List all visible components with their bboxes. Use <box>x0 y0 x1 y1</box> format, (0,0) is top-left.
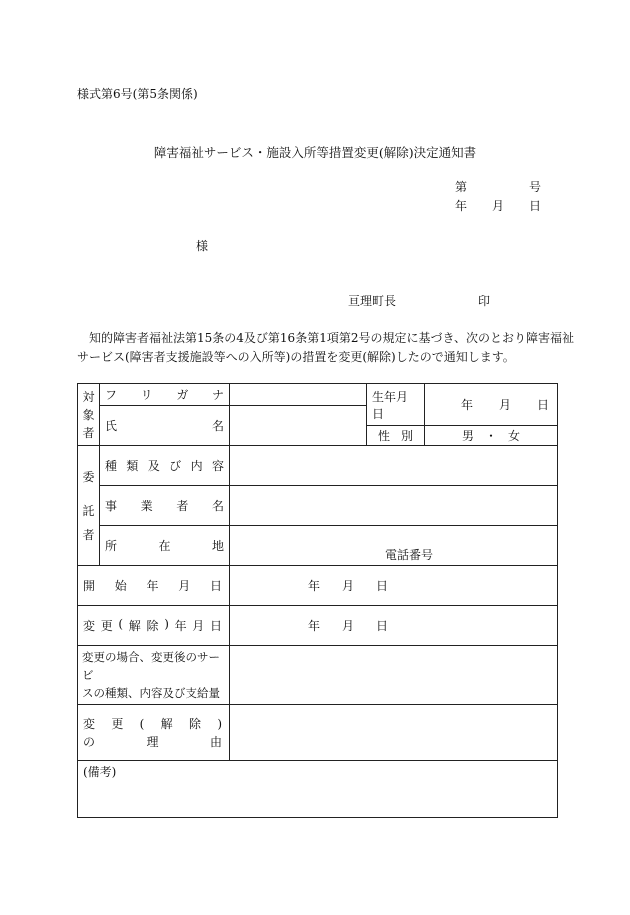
location-label <box>100 526 230 566</box>
subject-char: 者 <box>82 425 95 440</box>
label-char: 年 <box>146 579 159 593</box>
number-prefix: 第 <box>455 180 468 194</box>
reason-row <box>78 705 558 761</box>
service-kind-field[interactable] <box>230 446 558 486</box>
business-name-label <box>100 486 230 526</box>
service-kind-label <box>100 446 230 486</box>
label-char: 月 <box>192 619 205 633</box>
label-char: 者 <box>176 499 189 513</box>
gender-options[interactable] <box>425 426 558 446</box>
label-char: ) <box>217 716 222 731</box>
label-char: 理 <box>146 734 159 749</box>
label-char: 日 <box>209 579 222 593</box>
label-char: 由 <box>209 734 222 749</box>
label-char: の <box>83 734 96 749</box>
document-number <box>455 178 541 195</box>
birth-year-label: 年 <box>461 398 474 412</box>
label-char: 類 <box>126 459 139 473</box>
trustee-char: 者 <box>82 527 95 542</box>
subject-char: 象 <box>82 407 95 422</box>
label-char: 除 <box>146 619 159 633</box>
label-char: 名 <box>211 499 224 513</box>
furigana-char: リ <box>140 388 153 402</box>
label-char: び <box>169 459 182 473</box>
service-kind-row <box>78 446 558 486</box>
year-label: 年 <box>455 199 468 213</box>
label-char: 変 <box>83 619 96 633</box>
label-char: 解 <box>128 619 141 633</box>
label-char: 種 <box>105 459 118 473</box>
trustee-char: 委 <box>82 469 95 484</box>
birthdate-field[interactable] <box>425 384 558 426</box>
label-char: ( <box>118 617 124 631</box>
reason-label <box>78 705 230 761</box>
trustee-header <box>78 446 100 566</box>
business-name-field[interactable] <box>230 486 558 526</box>
name-field[interactable] <box>230 406 367 446</box>
issuer: 亘理町長 <box>348 294 397 308</box>
label-char: 日 <box>209 619 222 633</box>
label-char: ) <box>164 617 169 631</box>
label-char: 更 <box>100 619 113 633</box>
after-change-line-1: 変更の場合、変更後のサービ <box>82 650 220 682</box>
gender-char: 別 <box>400 429 413 443</box>
label-char: 月 <box>178 579 191 593</box>
day-label: 日 <box>375 619 388 633</box>
form-id: 様式第6号(第5条関係) <box>77 87 198 101</box>
label-char: 及 <box>147 459 160 473</box>
notice-line-1-text: 知的障害者福祉法第15条の4及び第16条第1項第2号の規定に基づき、次のとおり障害福祉 <box>89 331 574 345</box>
furigana-label <box>100 384 230 406</box>
label-char: 在 <box>158 539 171 553</box>
furigana-char: フ <box>105 388 118 402</box>
after-change-row <box>78 646 558 705</box>
remarks-field[interactable] <box>78 761 558 818</box>
location-field[interactable] <box>230 526 558 566</box>
birthdate-label: 生年月日 <box>367 384 425 426</box>
after-change-label <box>78 646 230 705</box>
furigana-field[interactable] <box>230 384 367 406</box>
month-label: 月 <box>491 199 504 213</box>
phone-label: 電話番号 <box>385 548 434 562</box>
label-char: 内 <box>190 459 203 473</box>
recipient-suffix: 様 <box>196 239 209 253</box>
birth-month-label: 月 <box>498 398 511 412</box>
label-char: 変 <box>83 716 96 731</box>
start-date-row <box>78 566 558 606</box>
month-label: 月 <box>341 619 354 633</box>
subject-char: 対 <box>82 389 95 404</box>
day-label: 日 <box>528 199 541 213</box>
remarks-row <box>78 761 558 818</box>
reason-field[interactable] <box>230 705 558 761</box>
label-char: 地 <box>211 539 224 553</box>
subject-header <box>78 384 100 446</box>
label-char: 容 <box>211 459 224 473</box>
gender-female[interactable]: 女 <box>507 429 520 443</box>
change-date-label <box>78 606 230 646</box>
label-char: 除 <box>188 716 201 731</box>
gender-male[interactable]: 男 <box>462 429 475 443</box>
document-title: 障害福祉サービス・施設入所等措置変更(解除)決定通知書 <box>153 145 477 160</box>
label-char: 更 <box>111 716 124 731</box>
notice-line-2: サービス(障害者支援施設等への入所等)の措置を変更(解除)したので通知します。 <box>77 350 515 364</box>
location-row <box>78 526 558 566</box>
label-char: ( <box>139 716 145 731</box>
name-label <box>100 406 230 446</box>
label-char: 業 <box>140 499 153 513</box>
change-date-field[interactable] <box>230 606 558 646</box>
remarks-label: (備考) <box>83 765 117 779</box>
year-label: 年 <box>308 619 321 633</box>
gender-char: 性 <box>378 429 391 443</box>
issue-date <box>455 197 541 214</box>
notice-form-table <box>77 383 558 818</box>
birth-day-label: 日 <box>536 398 549 412</box>
start-date-field[interactable] <box>230 566 558 606</box>
year-label: 年 <box>308 579 321 593</box>
notice-paragraph <box>77 329 574 367</box>
name-char: 名 <box>211 419 224 433</box>
day-label: 日 <box>375 579 388 593</box>
label-char: 解 <box>160 716 173 731</box>
furigana-char: ガ <box>176 388 189 402</box>
label-char: 開 <box>83 579 96 593</box>
label-char: 始 <box>114 579 127 593</box>
furigana-row <box>78 384 558 406</box>
name-char: 氏 <box>105 419 118 433</box>
trustee-char: 託 <box>82 503 95 518</box>
start-date-label <box>78 566 230 606</box>
notice-line-1 <box>77 329 574 348</box>
label-char: 年 <box>174 619 187 633</box>
change-date-row <box>78 606 558 646</box>
business-name-row <box>78 486 558 526</box>
label-char: 所 <box>105 539 118 553</box>
after-change-line-2: スの種類、内容及び支給量 <box>82 686 220 700</box>
label-char: 事 <box>105 499 118 513</box>
furigana-char: ナ <box>211 388 224 402</box>
gender-label <box>367 426 425 446</box>
month-label: 月 <box>341 579 354 593</box>
after-change-field[interactable] <box>230 646 558 705</box>
number-suffix: 号 <box>528 180 541 194</box>
seal-mark: 印 <box>478 294 491 308</box>
gender-separator: ・ <box>484 429 497 443</box>
